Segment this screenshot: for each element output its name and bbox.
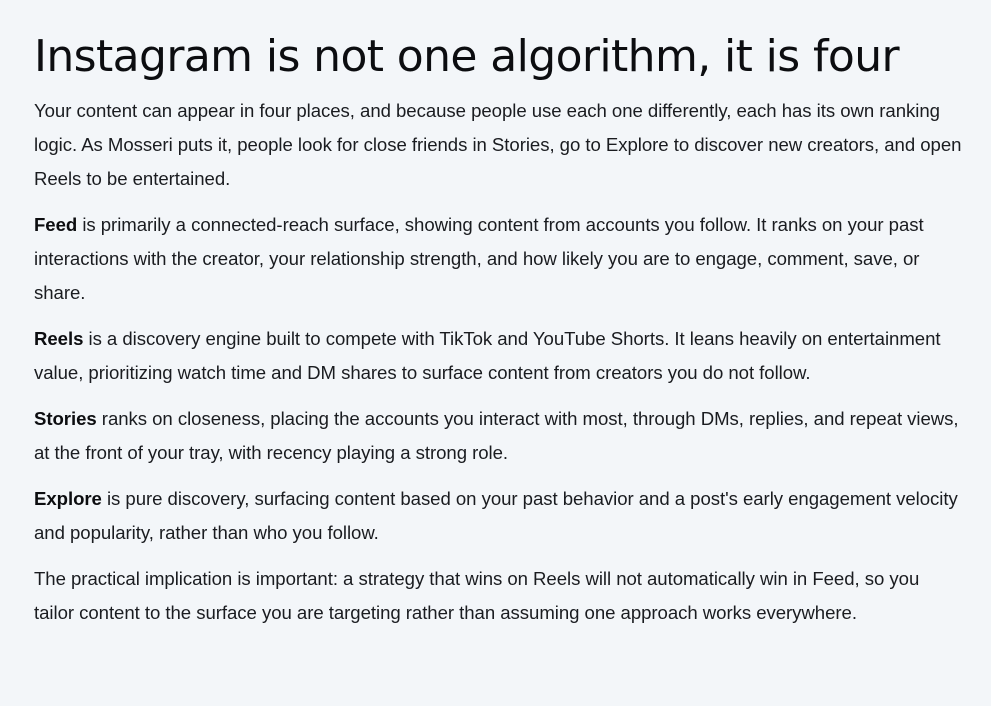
- article: [34, 29, 964, 642]
- feed-term: Feed: [34, 214, 78, 235]
- explore-term: Explore: [34, 488, 102, 509]
- feed-description: is primarily a connected-reach surface, showing content from accounts you follow. It ranks on your past interactions with the creator, your relationship strength, and how likely you are to engage, comment, save, or share.: [34, 214, 924, 303]
- feed-paragraph: [34, 208, 964, 310]
- intro-paragraph: Your content can appear in four places, and because people use each one differently, each has its own ranking logic. As Mosseri puts it, people look for close friends in Stories, go to Explore to discover new creators, and open Reels to be entertained.: [34, 100, 962, 189]
- reels-term: Reels: [34, 328, 84, 349]
- stories-paragraph: [34, 402, 964, 470]
- reels-paragraph: [34, 322, 964, 390]
- article-title: Instagram is not one algorithm, it is four: [34, 31, 899, 82]
- stories-term: Stories: [34, 408, 97, 429]
- explore-description: is pure discovery, surfacing content based on your past behavior and a post's early engagement velocity and popularity, rather than who you follow.: [34, 488, 958, 543]
- reels-description: is a discovery engine built to compete with TikTok and YouTube Shorts. It leans heavily on entertainment value, prioritizing watch time and DM shares to surface content from creators you do not follow.: [34, 328, 941, 383]
- explore-paragraph: [34, 482, 964, 550]
- conclusion-paragraph: The practical implication is important: a strategy that wins on Reels will not automatically win in Feed, so you tailor content to the surface you are targeting rather than assuming one approach works everywhere.: [34, 568, 920, 623]
- stories-description: ranks on closeness, placing the accounts you interact with most, through DMs, replies, and repeat views, at the front of your tray, with recency playing a strong role.: [34, 408, 959, 463]
